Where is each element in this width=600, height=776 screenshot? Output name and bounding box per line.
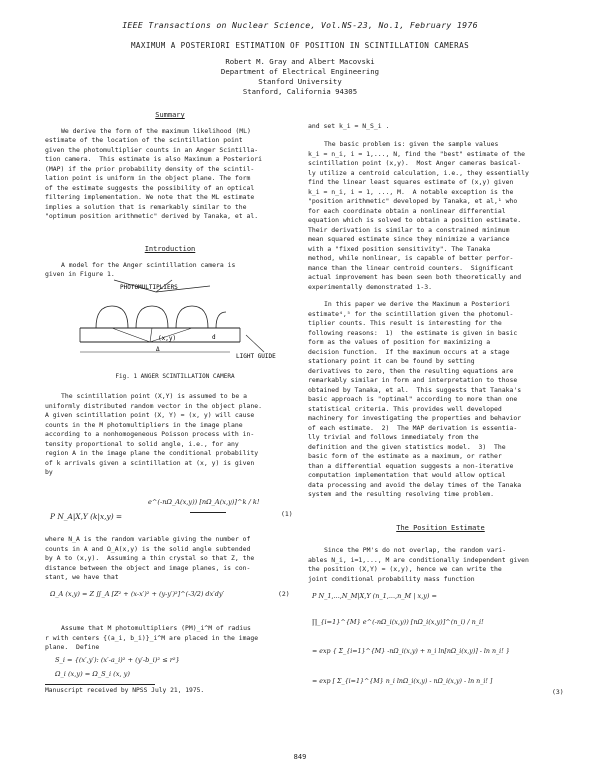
body-line: region A in the image plane the conditional probability (45, 449, 259, 457)
body-line: of each estimate. 2) The MAP derivation is essentia- (308, 423, 518, 432)
body-line: basic form of the estimate as a maximum, or rather (308, 452, 502, 460)
photomultiplier-1 (96, 306, 128, 328)
summary-line: estimate of the location of the scintillation point (45, 136, 243, 144)
body-line: The scintillation point (X,Y) is assumed to be a (61, 392, 248, 400)
left-column (45, 111, 295, 222)
body-line: distance between the object and image planes, is con- (45, 563, 251, 572)
body-line: stant, we have that (45, 573, 119, 581)
equation-2-number: (2) (278, 590, 290, 598)
body-line: by A to (x,y). Assuming a thin crystal so that Z, the (45, 554, 255, 562)
body-line: of k arrivals given a scintillation at (x, y) is given (45, 458, 255, 467)
right-top-line: and set k_i = N_S_i . (308, 122, 390, 130)
summary-line: "optimum position arithmetic" derived by Tanaka, et al. (45, 212, 259, 220)
figure-label-xy: (x,y) (158, 335, 177, 342)
body-line: derivatives to zero, then the resulting equations are (308, 366, 514, 375)
summary-heading: Summary (155, 111, 185, 119)
summary-line: implies a solution that is remarkably similar to the (45, 202, 247, 211)
body-line: machinery for investigating the properties and behavior (308, 414, 522, 422)
body-line: plane. Define (45, 643, 100, 651)
body-line: ly utilize a centroid calculation, i.e., they essentially (308, 168, 529, 177)
body-line: decision function. If the maximum occurs at a stage (308, 347, 510, 356)
equation-1-number: (1) (281, 510, 293, 518)
body-line: actual improvement has been seen both theoretically and (308, 273, 522, 281)
location: Stanford, California 94305 (242, 87, 358, 96)
figure-caption: Fig. 1 ANGER SCINTILLATION CAMERA (115, 373, 235, 380)
body-line: stationary point it can be found by setting (308, 357, 475, 365)
department: Department of Electrical Engineering (220, 67, 380, 76)
equation-3-product: ∏_{i=1}^{M} e^(-nΩ_i(x,y)) [nΩ_i(x,y)]^(n_i) / n_i! (312, 618, 484, 626)
intro-line: given in Figure 1. (45, 270, 115, 278)
body-line: data processing and avoid the delay times of the Tanaka (308, 480, 522, 489)
left-body-para1 (45, 392, 295, 478)
body-line: Assume that M photomultipliers (PM)_i^M of radius (61, 624, 251, 632)
body-line: mean squared estimate since they minimize a variance (308, 235, 510, 243)
body-line: find the linear least squares estimate of (x,y) given (308, 178, 514, 186)
intro-line: A model for the Anger scintillation camera is (61, 260, 236, 269)
body-line: lly trivial and follows immediately from the (308, 433, 479, 441)
summary-line: lation point is uniform in the object plane. The form (45, 174, 251, 182)
equation-1-lhs: P N_A|X,Y (k|x,y) = (50, 512, 123, 521)
journal-header: IEEE Transactions on Nuclear Science, Vol.NS-23, No.1, February 1976 (122, 20, 478, 30)
body-line: statistical criteria. This provides well developed (308, 404, 502, 413)
body-line: with a "fixed position sensitivity". The Tanaka (308, 244, 491, 253)
body-line: A given scintillation point (X, Y) = (x, y) will cause (45, 411, 255, 419)
body-line: basic approach is "optimal" according to more than one (308, 395, 518, 403)
body-line: uniformly distributed random vector in the object plane. (45, 401, 263, 410)
body-line: equation which is solved to obtain a position estimate. (308, 216, 522, 224)
body-line: than a differential equation suggests a non-iterative (308, 461, 514, 470)
body-line: r with centers {(a_i, b_i)}_i^M are placed in the image (45, 633, 259, 642)
authors: Robert M. Gray and Albert Macovski (225, 57, 375, 66)
figure-label-lightguide: LIGHT GUIDE (236, 353, 276, 360)
summary-line: We derive the form of the maximum likelihood (ML) (61, 126, 251, 135)
body-line: system and the resulting resolving time problem. (308, 490, 495, 498)
body-line: tensity proportional to solid angle, i.e., for any (45, 439, 239, 448)
summary-line: filtering implementation. We note that the ML estimate (45, 193, 255, 201)
summary-line: tion camera. This estimate is also Maximum a Posteriori (45, 155, 263, 163)
right-body-para2 (308, 300, 573, 500)
photomultiplier-2 (136, 306, 168, 328)
figure-1-diagram (60, 278, 290, 374)
body-line: estimate⁴,⁵ for the scintillation given the photomul- (308, 309, 514, 318)
ray (150, 328, 152, 342)
photomultiplier-3 (176, 306, 208, 328)
figure-label-d: d (212, 334, 216, 341)
figure-label-pm: PHOTOMULTIPLIERS (120, 284, 178, 291)
summary-line: (MAP) if the prior probability density of the scintil- (45, 164, 255, 173)
figure-label-delta: Δ (156, 346, 160, 353)
body-line: The basic problem is: given the sample values (324, 140, 499, 148)
body-line: by (45, 468, 53, 476)
body-line: obtained by Tanaka, et al. This suggests that Tanaka's (308, 385, 522, 394)
summary-line: of the estimate suggests the possibility of an optical (45, 183, 255, 192)
equation-3-exp1: = exp { Σ_{i=1}^{M} -nΩ_i(x,y) + n_i ln[nΩ_i(x,y)] - ln n_i! } (312, 648, 510, 655)
photomultiplier-4 (216, 312, 226, 328)
university: Stanford University (258, 77, 342, 86)
paper-title: MAXIMUM A POSTERIORI ESTIMATION OF POSITION IN SCINTILLATION CAMERAS (130, 41, 470, 50)
body-line: method, while nonlinear, is capable of better perfor- (308, 254, 514, 262)
ray (112, 328, 150, 342)
right-body-para3 (308, 546, 573, 584)
body-line: mance than the linear centroid counters. Significant (308, 263, 514, 272)
body-line: according to a nonhomogeneous Poisson process with in- (45, 430, 255, 438)
body-line: scintillation point (x,y). Most Anger cameras basical- (308, 159, 522, 167)
left-body-para2 (45, 535, 295, 583)
equation-3-number: (3) (552, 688, 564, 696)
body-line: Since the PM's do not overlap, the random vari- (324, 546, 507, 554)
body-line: "position arithmetic" developed by Tanaka, et al,¹ who (308, 197, 518, 205)
introduction-section (45, 245, 295, 280)
body-line: remarkably similar in form and interpretation to those (308, 376, 518, 384)
equation-3-exp2: = exp [ Σ_{i=1}^{M} n_i lnΩ_i(x,y) - nΩ_i(x,y) - ln n_i! ] (312, 678, 493, 685)
body-line: definition and the given statistics model. 3) The (308, 442, 506, 451)
body-line: the position (X,Y) = (x,y), hence we can write the (308, 565, 502, 573)
equation-3a: S_i = {(x′,y′): (x′-a_i)² + (y′-b_i)² ≤ r²} (55, 656, 180, 664)
body-line: In this paper we derive the Maximum a Posteriori (324, 300, 511, 308)
footnote: Manuscript received by NPSS July 21, 1975. (45, 687, 205, 694)
body-line: following reasons: 1) the estimate is given in basic (308, 328, 518, 337)
equation-1-rhs: e^(-nΩ_A(x,y)) [nΩ_A(x,y)]^k / k! (148, 498, 260, 506)
body-line: k_i = n_i, i = 1,..., N, find the "best" estimate of the (308, 149, 526, 158)
body-line: Their derivation is similar to a constrained minimum (308, 225, 510, 234)
body-line: k_i = n_i, i = 1, ..., M. A notable exception is the (308, 187, 514, 196)
left-body-para3 (45, 624, 295, 653)
body-line: experimentally demonstrated 1-3. (308, 282, 433, 291)
right-body-para1 (308, 140, 573, 292)
body-line: form as the values of position for maximizing a (308, 338, 491, 346)
footnote-rule (45, 684, 155, 685)
body-line: computation implementation that would allow optical (308, 471, 506, 479)
page-number: 849 (293, 753, 307, 761)
equation-3-lhs: P N_1,...,N_M|X,Y (n_1,...,n_M | x,y) = (312, 592, 437, 600)
summary-line: given the photomultiplier counts in an Anger Scintilla- (45, 145, 259, 154)
body-line: for each coordinate obtain a nonlinear differential (308, 206, 506, 215)
body-line: counts in the M photomultipliers in the image plane (45, 420, 243, 429)
equation-3b: Ω_i (x,y) = Ω_S_i (x, y) (55, 670, 130, 678)
equation-2: Ω_A (x,y) = Z ∬_A [Z² + (x-x′)² + (y-y′)²]^(-3/2) dx′dy′ (50, 590, 225, 598)
introduction-heading: Introduction (144, 245, 196, 253)
position-estimate-heading: The Position Estimate (396, 524, 485, 532)
body-line: ables N_i, i=1,..., M are conditionally independent given (308, 555, 529, 564)
light-guide-leader (246, 335, 264, 352)
equation-1-fraction-bar (190, 512, 226, 513)
body-line: where N_A is the random variable giving the number of (45, 535, 251, 543)
body-line: tiplier counts. This result is interesting for the (308, 319, 502, 327)
body-line: counts in A and Ω_A(x,y) is the solid angle subtended (45, 544, 251, 553)
body-line: joint conditional probability mass function (308, 574, 475, 583)
